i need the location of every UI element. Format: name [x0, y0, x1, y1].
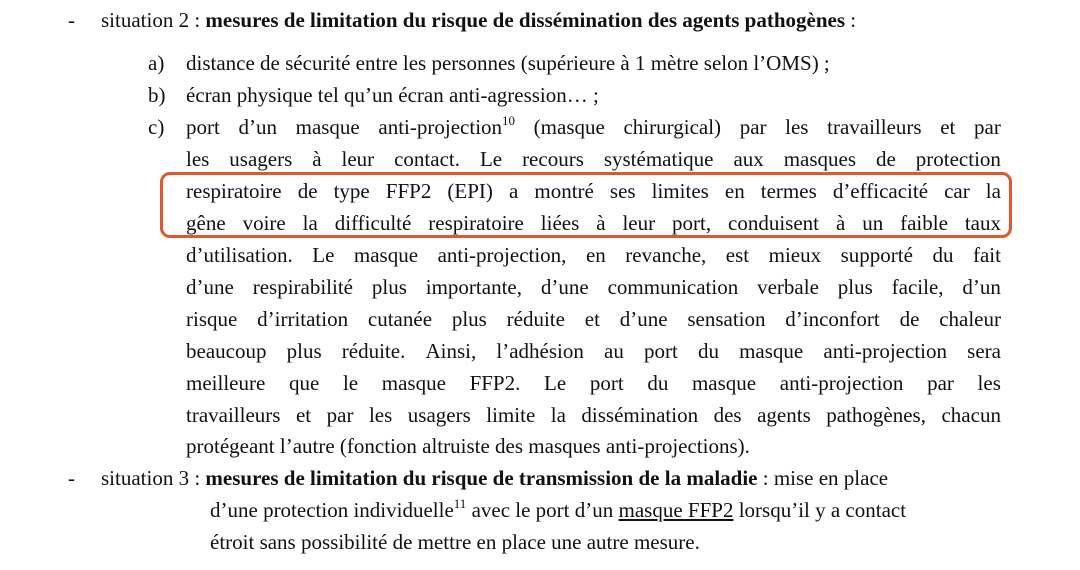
- word: les: [977, 371, 1001, 395]
- word: beaucoup: [186, 339, 267, 363]
- word: d’utilisation.: [186, 243, 293, 267]
- word: par: [326, 403, 354, 427]
- item-c-line: [186, 370, 1001, 396]
- situation-2-title: mesures de limitation du risque de dissémination des agents pathogènes: [205, 8, 846, 32]
- word: travailleurs: [186, 403, 281, 427]
- word: en: [585, 243, 606, 267]
- word: masque: [381, 371, 446, 395]
- situation-3-line-2-end: lorsqu’il y a contact: [733, 498, 907, 522]
- word: meilleure: [186, 371, 266, 395]
- word: sensation: [687, 307, 766, 331]
- word: protection: [915, 147, 1001, 171]
- word: voire: [242, 211, 286, 235]
- word: chacun: [941, 403, 1001, 427]
- word: port: [186, 115, 220, 139]
- word: aux: [733, 147, 764, 171]
- word: risque: [186, 307, 238, 331]
- word: FFP2: [385, 179, 432, 203]
- word: la: [985, 179, 1001, 203]
- situation-3-rest: : mise en place: [757, 466, 889, 490]
- word: le: [342, 371, 359, 395]
- word: montré: [534, 179, 594, 203]
- word: port: [643, 339, 678, 363]
- word: l’adhésion: [496, 339, 584, 363]
- item-b-marker: b): [148, 83, 166, 107]
- footnote-10: 10: [502, 113, 516, 128]
- word: mieux: [768, 243, 822, 267]
- word: dissémination: [581, 403, 699, 427]
- item-c-line: [186, 242, 1001, 268]
- masque-ffp2-underlined: masque FFP2: [618, 498, 734, 522]
- word: respiratoire: [428, 211, 524, 235]
- word: que: [288, 371, 320, 395]
- item-b-text: écran physique tel qu’un écran anti-agression… ;: [186, 83, 599, 107]
- word: recours: [522, 147, 584, 171]
- situation-3-line-2-mid: avec le port d’un: [466, 498, 619, 522]
- word: liées: [540, 211, 580, 235]
- word: Le: [544, 371, 567, 395]
- word: et: [584, 307, 600, 331]
- word: Ainsi,: [425, 339, 477, 363]
- word: d’efficacité: [832, 179, 929, 203]
- word: de: [876, 147, 896, 171]
- word: port: [589, 371, 624, 395]
- word: d’un: [962, 275, 1001, 299]
- word: car: [944, 179, 970, 203]
- word: et: [940, 115, 956, 139]
- word: supporté: [840, 243, 913, 267]
- bullet-dash: -: [68, 8, 75, 32]
- situation-3-line-2: [210, 497, 906, 523]
- word: a: [508, 179, 519, 203]
- word: de: [297, 179, 318, 203]
- situation-3-line-2-start: d’une protection individuelle: [210, 498, 454, 522]
- word: usagers: [407, 403, 471, 427]
- word: anti-projection,: [437, 243, 567, 267]
- word: revanche,: [625, 243, 707, 267]
- word: réduite.: [341, 339, 406, 363]
- situation-2-heading: [101, 7, 856, 33]
- word: par: [974, 115, 1001, 139]
- word: d’une: [540, 275, 589, 299]
- item-c-line: [186, 306, 1001, 332]
- word: les: [785, 115, 809, 139]
- word: d’un: [238, 115, 277, 139]
- word: agents: [757, 403, 811, 427]
- item-a-text: distance de sécurité entre les personnes (supérieure à 1 mètre selon l’OMS) ;: [186, 51, 830, 75]
- word: par: [927, 371, 954, 395]
- word: faible: [900, 211, 948, 235]
- item-c-marker: c): [148, 115, 165, 139]
- word: limites: [651, 179, 709, 203]
- word: les: [186, 147, 210, 171]
- situation-2-label: situation 2 :: [101, 8, 206, 32]
- item-c-line: [186, 402, 1001, 428]
- word: difficulté: [334, 211, 412, 235]
- word: des: [713, 403, 742, 427]
- word: systématique: [603, 147, 714, 171]
- word: d’une: [186, 275, 234, 299]
- word: leur: [341, 147, 375, 171]
- situation-2-colon: :: [845, 8, 857, 32]
- word: par: [739, 115, 767, 139]
- situation-3-heading: [101, 465, 888, 491]
- item-c-line: [186, 274, 1001, 300]
- word: Le: [312, 243, 335, 267]
- highlight-box: [160, 172, 1012, 238]
- item-c-line: [186, 338, 1001, 364]
- word: conduisent: [728, 211, 820, 235]
- word: d’irritation: [257, 307, 349, 331]
- word: et: [295, 403, 312, 427]
- situation-3-label: situation 3 :: [101, 466, 206, 490]
- word: taux: [964, 211, 1001, 235]
- item-a-marker: a): [148, 51, 165, 75]
- item-c-line: [186, 146, 1001, 172]
- situation-3-line-3: étroit sans possibilité de mettre en place une autre mesure.: [210, 530, 700, 554]
- word: (EPI): [447, 179, 493, 203]
- word: verbale: [757, 275, 819, 299]
- word: FFP2.: [469, 371, 521, 395]
- bullet-dash: -: [68, 466, 75, 490]
- word: masque: [691, 371, 757, 395]
- word: anti-projection$^{10}$: [378, 113, 516, 139]
- word: anti-projection: [779, 371, 904, 395]
- word: masque: [353, 243, 419, 267]
- word: usagers: [229, 147, 293, 171]
- item-c-line: [186, 114, 1001, 140]
- word: plus: [837, 275, 873, 299]
- word: port,: [672, 211, 712, 235]
- word: fait: [972, 243, 1001, 267]
- word: la: [302, 211, 318, 235]
- word: au: [604, 339, 624, 363]
- footnote-11: 11: [453, 496, 467, 511]
- word: la: [550, 403, 566, 427]
- word: ses: [609, 179, 636, 203]
- word: du: [932, 243, 954, 267]
- word: réduite: [506, 307, 565, 331]
- word: pathogènes,: [826, 403, 926, 427]
- word: chirurgical): [623, 115, 722, 139]
- item-c-last-line: protégeant l’autre (fonction altruiste des masques anti-projections).: [186, 434, 750, 458]
- word: est: [725, 243, 750, 267]
- word: importante,: [425, 275, 522, 299]
- word: respirabilité: [252, 275, 353, 299]
- word: du: [697, 339, 719, 363]
- word: plus: [286, 339, 322, 363]
- word: un: [862, 211, 884, 235]
- word: termes: [760, 179, 817, 203]
- word: à: [312, 147, 322, 171]
- word: plus: [371, 275, 407, 299]
- word: à: [835, 211, 846, 235]
- word: communication: [607, 275, 739, 299]
- word: en: [724, 179, 745, 203]
- word: à: [596, 211, 606, 235]
- word: sera: [967, 339, 1001, 363]
- word: contact.: [394, 147, 460, 171]
- word: anti-projection: [823, 339, 947, 363]
- word: masques: [783, 147, 857, 171]
- word: d’inconfort: [785, 307, 880, 331]
- word: gêne: [186, 211, 226, 235]
- word: cutanée: [367, 307, 433, 331]
- word: plus: [451, 307, 487, 331]
- word: travailleurs: [827, 115, 922, 139]
- word: respiratoire: [186, 179, 282, 203]
- word: Le: [479, 147, 503, 171]
- word: du: [647, 371, 669, 395]
- word: facile,: [891, 275, 944, 299]
- situation-3-title: mesures de limitation du risque de transmission de la maladie: [205, 466, 758, 490]
- word: (masque: [533, 115, 605, 139]
- word: masque: [295, 115, 360, 139]
- word: limite: [486, 403, 536, 427]
- word: type: [333, 179, 370, 203]
- word: les: [368, 403, 393, 427]
- word: leur: [622, 211, 656, 235]
- word: d’une: [619, 307, 668, 331]
- word: chaleur: [939, 307, 1001, 331]
- word: de: [899, 307, 920, 331]
- word: masque: [739, 339, 804, 363]
